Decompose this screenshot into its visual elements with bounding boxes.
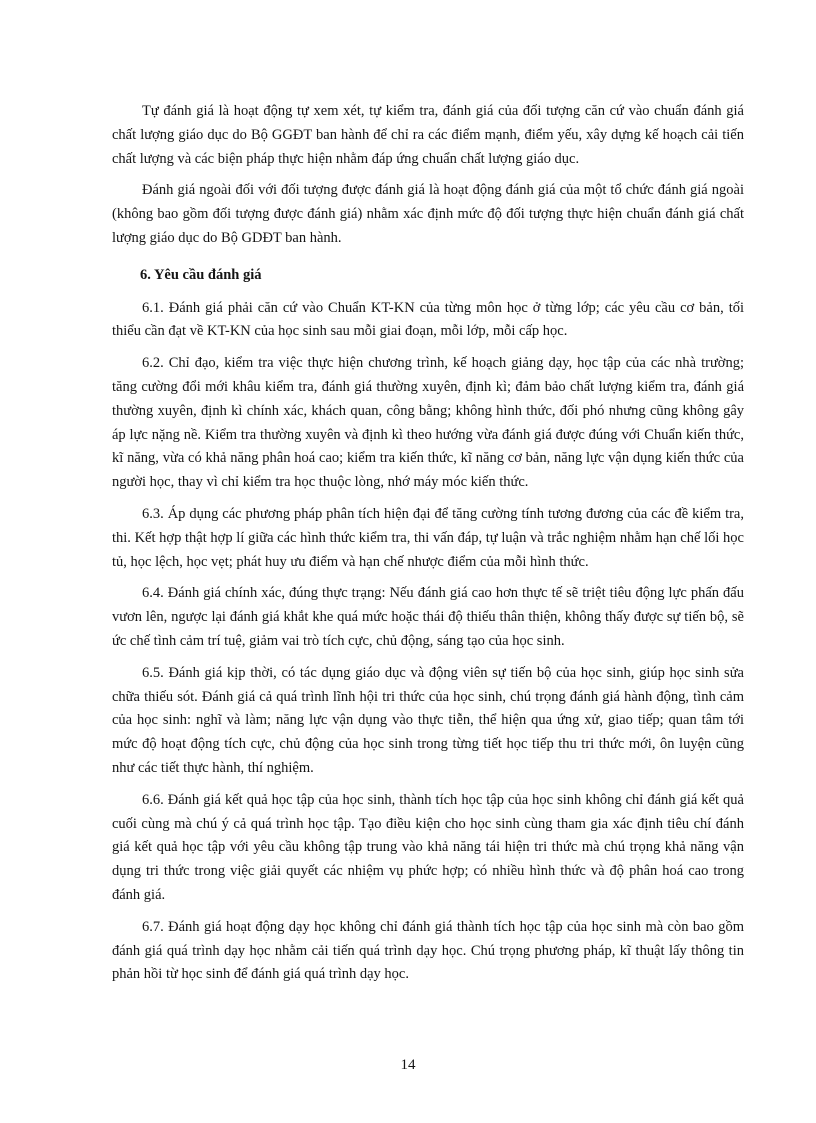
requirement-6-4: 6.4. Đánh giá chính xác, đúng thực trạng: Nếu đánh giá cao hơn thực tế sẽ triệt tiêu động lực phấn đấu vươn lên, ngược lại đánh giá khắt khe quá mức hoặc thái độ thiếu thân thiện, không thấy được sự tiến bộ, sẽ ức chế tình cảm trí tuệ, giảm vai trò tích cực, chủ động, sáng tạo của học sinh.: [112, 585, 744, 649]
requirement-6-5: 6.5. Đánh giá kịp thời, có tác dụng giáo dục và động viên sự tiến bộ của học sinh, giúp học sinh sửa chữa thiếu sót. Đánh giá cả quá trình lĩnh hội tri thức của học sinh, chú trọng đánh giá hành động, tình cảm của học sinh: nghĩ và làm; năng lực vận dụng vào thực tiễn, thể hiện qua ứng xử, giao tiếp; quan tâm tới mức độ hoạt động tích cực, chủ động của học sinh trong từng tiết học tiếp thu tri thức mới, ôn luyện cũng như các tiết thực hành, thí nghiệm.: [112, 664, 744, 776]
requirement-6-3: 6.3. Áp dụng các phương pháp phân tích hiện đại để tăng cường tính tương đương của các đề kiểm tra, thi. Kết hợp thật hợp lí giữa các hình thức kiểm tra, thi vấn đáp, tự luận và trắc nghiệm nhằm hạn chế lối học tủ, học lệch, học vẹt; phát huy ưu điểm và hạn chế nhược điểm của mỗi hình thức.: [112, 505, 744, 570]
paragraph-external-assessment: Đánh giá ngoài đối với đối tượng được đánh giá là hoạt động đánh giá của một tổ chức đánh giá ngoài (không bao gồm đối tượng được đánh giá) nhằm xác định mức độ đối tượng thực hiện chuẩn đánh giá chất lượng giáo dục do Bộ GDĐT ban hành.: [112, 182, 744, 246]
requirement-6-6: 6.6. Đánh giá kết quả học tập của học sinh, thành tích học tập của học sinh không chỉ đánh giá kết quả cuối cùng mà chú ý cả quá trình học tập. Tạo điều kiện cho học sinh cùng tham gia xác định tiêu chí đánh giá kết quả học tập với yêu cầu không tập trung vào khả năng tái hiện tri thức mà chú trọng khả năng vận dụng tri thức trong việc giải quyết các nhiệm vụ phức hợp; có nhiều hình thức và độ phân hoá cao trong đánh giá.: [112, 791, 744, 903]
section-heading: 6. Yêu cầu đánh giá: [140, 266, 262, 283]
paragraph-self-assessment: Tự đánh giá là hoạt động tự xem xét, tự kiểm tra, đánh giá của đối tượng căn cứ vào chuẩn đánh giá chất lượng giáo dục do Bộ GGĐT ban hành để chỉ ra các điểm mạnh, điểm yếu, xây dựng kế hoạch cải tiến chất lượng và các biện pháp thực hiện nhằm đáp ứng chuẩn chất lượng giáo dục.: [112, 103, 744, 167]
requirement-6-2: 6.2. Chỉ đạo, kiểm tra việc thực hiện chương trình, kế hoạch giảng dạy, học tập của các nhà trường; tăng cường đổi mới khâu kiểm tra, đánh giá thường xuyên, định kì; đảm bảo chất lượng kiểm tra, đánh giá thường xuyên, định kì chính xác, khách quan, công bằng; không hình thức, đối phó nhưng cũng không gây áp lực nặng nề. Kiểm tra thường xuyên và định kì theo hướng vừa đánh giá được đúng với Chuẩn kiến thức, kĩ năng, vừa có khả năng phân hoá cao; kiểm tra kiến thức, kĩ năng cơ bản, năng lực vận dụng kiến thức của người học, thay vì chỉ kiểm tra học thuộc lòng, nhớ máy móc kiến thức.: [112, 355, 744, 491]
page-number: 14: [400, 1057, 416, 1073]
requirement-6-7: 6.7. Đánh giá hoạt động dạy học không chỉ đánh giá thành tích học tập của học sinh mà còn bao gồm đánh giá quá trình dạy học nhằm cải tiến quá trình dạy học. Chú trọng phương pháp, kĩ thuật lấy thông tin phản hồi từ học sinh để đánh giá quá trình dạy học.: [112, 918, 744, 983]
requirement-6-1: 6.1. Đánh giá phải căn cứ vào Chuẩn KT-KN của từng môn học ở từng lớp; các yêu cầu cơ bản, tối thiểu cần đạt về KT-KN của học sinh sau mỗi giai đoạn, mỗi lớp, mỗi cấp học.: [112, 299, 744, 340]
